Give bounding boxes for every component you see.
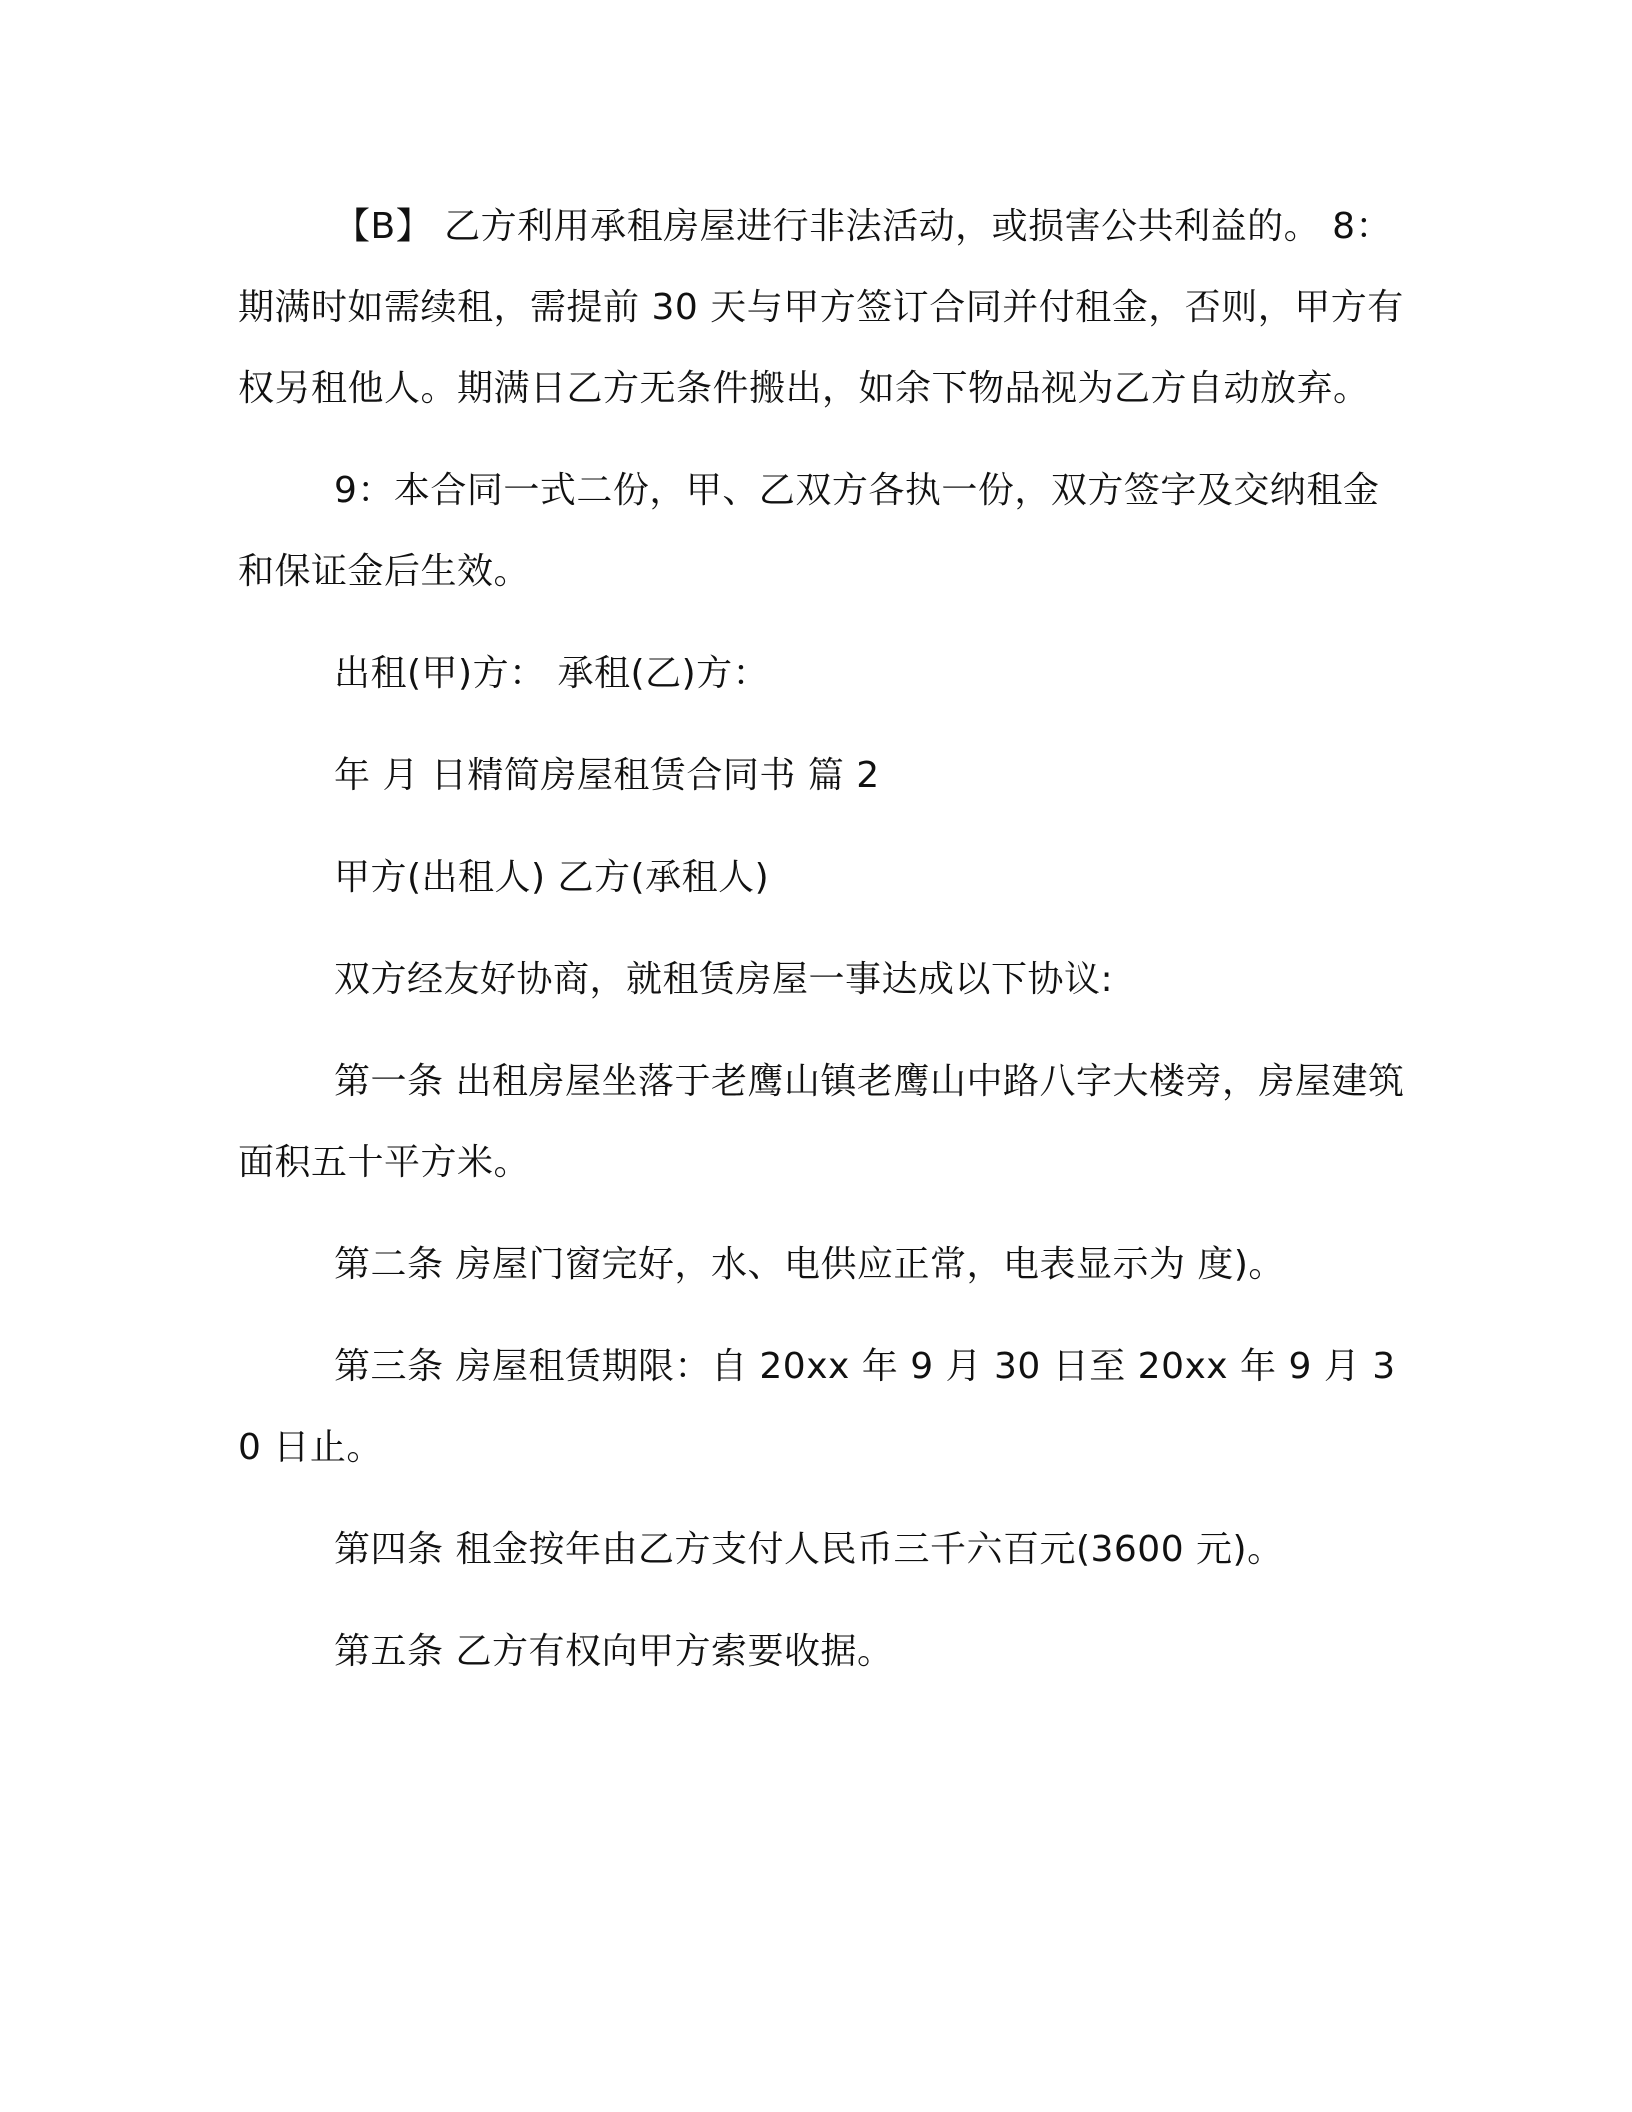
paragraph-article-4: 第四条 租金按年由乙方支付人民币三千六百元(3600 元)。	[334, 1529, 1284, 1570]
paragraph-article-1: 第一条 出租房屋坐落于老鹰山镇老鹰山中路八字大楼旁，房屋建筑面积五十平方米。	[238, 1061, 1405, 1183]
paragraph-article-5: 第五条 乙方有权向甲方索要收据。	[334, 1631, 894, 1672]
paragraph-party-names: 甲方(出租人) 乙方(承租人)	[334, 857, 770, 898]
paragraph-article-3: 第三条 房屋租赁期限：自 20xx 年 9 月 30 日至 20xx 年 9 月 30 日止。	[238, 1346, 1396, 1468]
paragraph-article-2: 第二条 房屋门窗完好，水、电供应正常，电表显示为 度)。	[334, 1244, 1285, 1285]
contract-text	[238, 186, 1413, 1713]
paragraph-agreement-intro: 双方经友好协商，就租赁房屋一事达成以下协议:	[334, 959, 1114, 1000]
paragraph-date-and-title: 年 月 日精简房屋租赁合同书 篇 2	[334, 755, 880, 796]
paragraph-clause-9: 9：本合同一式二份，甲、乙双方各执一份，双方签字及交纳租金和保证金后生效。	[238, 470, 1380, 592]
paragraph-clause-b-and-8: 【B】 乙方利用承租房屋进行非法活动，或损害公共利益的。 8：期满时如需续租，需提前 30 天与甲方签订合同并付租金，否则，甲方有权另租他人。期满日乙方无条件搬出，如余下物品视为乙方自动放弃。	[238, 206, 1404, 409]
paragraph-signature-parties: 出租(甲)方： 承租(乙)方：	[334, 653, 770, 694]
